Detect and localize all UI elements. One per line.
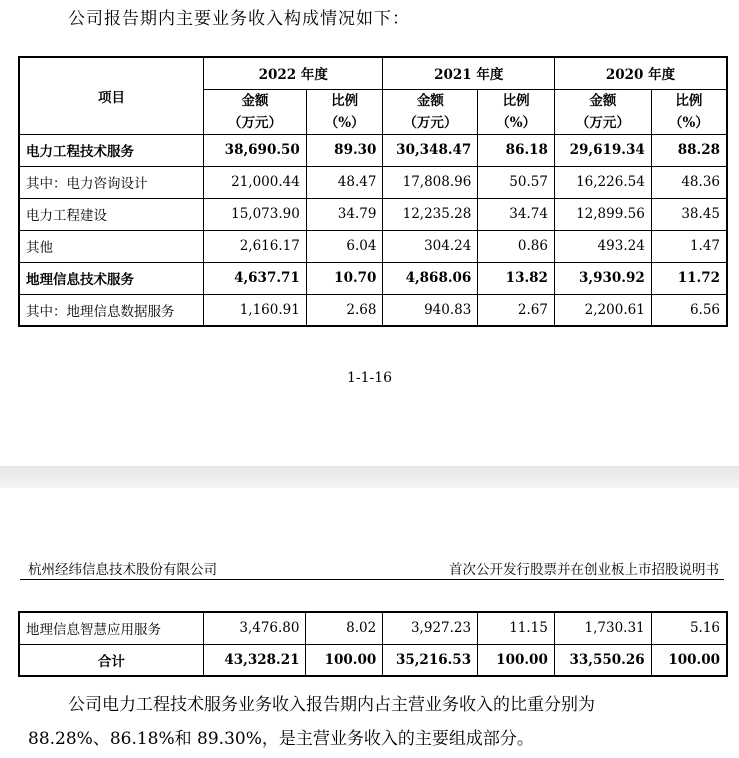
- ratio-cell: 50.57: [478, 166, 555, 198]
- amount-cell: 4,868.06: [383, 262, 478, 294]
- row-label: 其中：地理信息数据服务: [19, 294, 204, 326]
- ratio-header: 比例 （%）: [306, 89, 383, 134]
- page-number: 1-1-16: [346, 370, 393, 386]
- ratio-cell: 100.00: [306, 644, 383, 676]
- table-row: [19, 644, 727, 676]
- amount-cell: 12,235.28: [383, 198, 478, 230]
- amount-cell: 12,899.56: [554, 198, 651, 230]
- table-row: [19, 230, 727, 262]
- ratio-cell: 1.47: [651, 230, 727, 262]
- amount-header: 金额 （万元）: [554, 89, 651, 134]
- conclusion-paragraph: 公司电力工程技术服务业务收入报告期内占主营业务收入的比重分别为 88.28%、86.18%和 89.30%，是主营业务收入的主要组成部分。: [28, 695, 595, 749]
- document-title-header: 首次公开发行股票并在创业板上市招股说明书: [449, 562, 719, 578]
- amount-cell: 21,000.44: [204, 166, 307, 198]
- table-row: [19, 262, 727, 294]
- amount-cell: 29,619.34: [554, 134, 651, 166]
- ratio-cell: 38.45: [651, 198, 727, 230]
- ratio-cell: 100.00: [478, 644, 555, 676]
- amount-cell: 17,808.96: [383, 166, 478, 198]
- page-gap: [0, 466, 739, 488]
- amount-cell: 3,476.80: [203, 612, 306, 644]
- ratio-cell: 11.15: [478, 612, 555, 644]
- amount-cell: 304.24: [383, 230, 478, 262]
- ratio-cell: 88.28: [651, 134, 727, 166]
- ratio-cell: 11.72: [651, 262, 727, 294]
- amount-cell: 940.83: [383, 294, 478, 326]
- amount-header: 金额 （万元）: [383, 89, 478, 134]
- ratio-cell: 6.56: [651, 294, 727, 326]
- table-row: [19, 612, 727, 644]
- amount-cell: 30,348.47: [383, 134, 478, 166]
- amount-cell: 1,160.91: [204, 294, 307, 326]
- item-header: 项目: [19, 57, 204, 134]
- ratio-cell: 48.47: [306, 166, 383, 198]
- row-label: 合计: [19, 644, 203, 676]
- row-label: 地理信息技术服务: [19, 262, 204, 294]
- row-label: 其中：电力咨询设计: [19, 166, 204, 198]
- row-label: 电力工程建设: [19, 198, 204, 230]
- amount-cell: 3,930.92: [554, 262, 651, 294]
- ratio-cell: 5.16: [651, 612, 727, 644]
- amount-cell: 3,927.23: [383, 612, 478, 644]
- amount-cell: 43,328.21: [203, 644, 306, 676]
- amount-cell: 35,216.53: [383, 644, 478, 676]
- amount-cell: 1,730.31: [554, 612, 651, 644]
- amount-cell: 38,690.50: [204, 134, 307, 166]
- amount-cell: 493.24: [554, 230, 651, 262]
- year-header-2022: 2022 年度: [204, 57, 383, 89]
- ratio-cell: 100.00: [651, 644, 727, 676]
- ratio-header: 比例 （%）: [651, 89, 727, 134]
- ratio-header: 比例 （%）: [478, 89, 555, 134]
- year-header-2021: 2021 年度: [383, 57, 555, 89]
- table-row: [19, 294, 727, 326]
- amount-cell: 33,550.26: [554, 644, 651, 676]
- amount-cell: 2,616.17: [204, 230, 307, 262]
- year-header-2020: 2020 年度: [554, 57, 727, 89]
- amount-header: 金额 （万元）: [204, 89, 307, 134]
- ratio-cell: 2.68: [306, 294, 383, 326]
- table-row: [19, 198, 727, 230]
- amount-cell: 15,073.90: [204, 198, 307, 230]
- ratio-cell: 34.74: [478, 198, 555, 230]
- ratio-cell: 2.67: [478, 294, 555, 326]
- amount-cell: 2,200.61: [554, 294, 651, 326]
- amount-cell: 16,226.54: [554, 166, 651, 198]
- ratio-cell: 8.02: [306, 612, 383, 644]
- table-row: [19, 166, 727, 198]
- ratio-cell: 10.70: [306, 262, 383, 294]
- table-row: [19, 134, 727, 166]
- amount-cell: 4,637.71: [204, 262, 307, 294]
- ratio-cell: 86.18: [478, 134, 555, 166]
- revenue-table-continued: [18, 611, 728, 677]
- ratio-cell: 13.82: [478, 262, 555, 294]
- ratio-cell: 6.04: [306, 230, 383, 262]
- revenue-table: [18, 56, 728, 327]
- intro-text: 公司报告期内主要业务收入构成情况如下：: [68, 9, 410, 29]
- ratio-cell: 48.36: [651, 166, 727, 198]
- row-label: 其他: [19, 230, 204, 262]
- company-name-header: 杭州经纬信息技术股份有限公司: [28, 562, 217, 578]
- ratio-cell: 0.86: [478, 230, 555, 262]
- header-rule: [20, 579, 724, 580]
- row-label: 地理信息智慧应用服务: [19, 612, 203, 644]
- row-label: 电力工程技术服务: [19, 134, 204, 166]
- ratio-cell: 89.30: [306, 134, 383, 166]
- ratio-cell: 34.79: [306, 198, 383, 230]
